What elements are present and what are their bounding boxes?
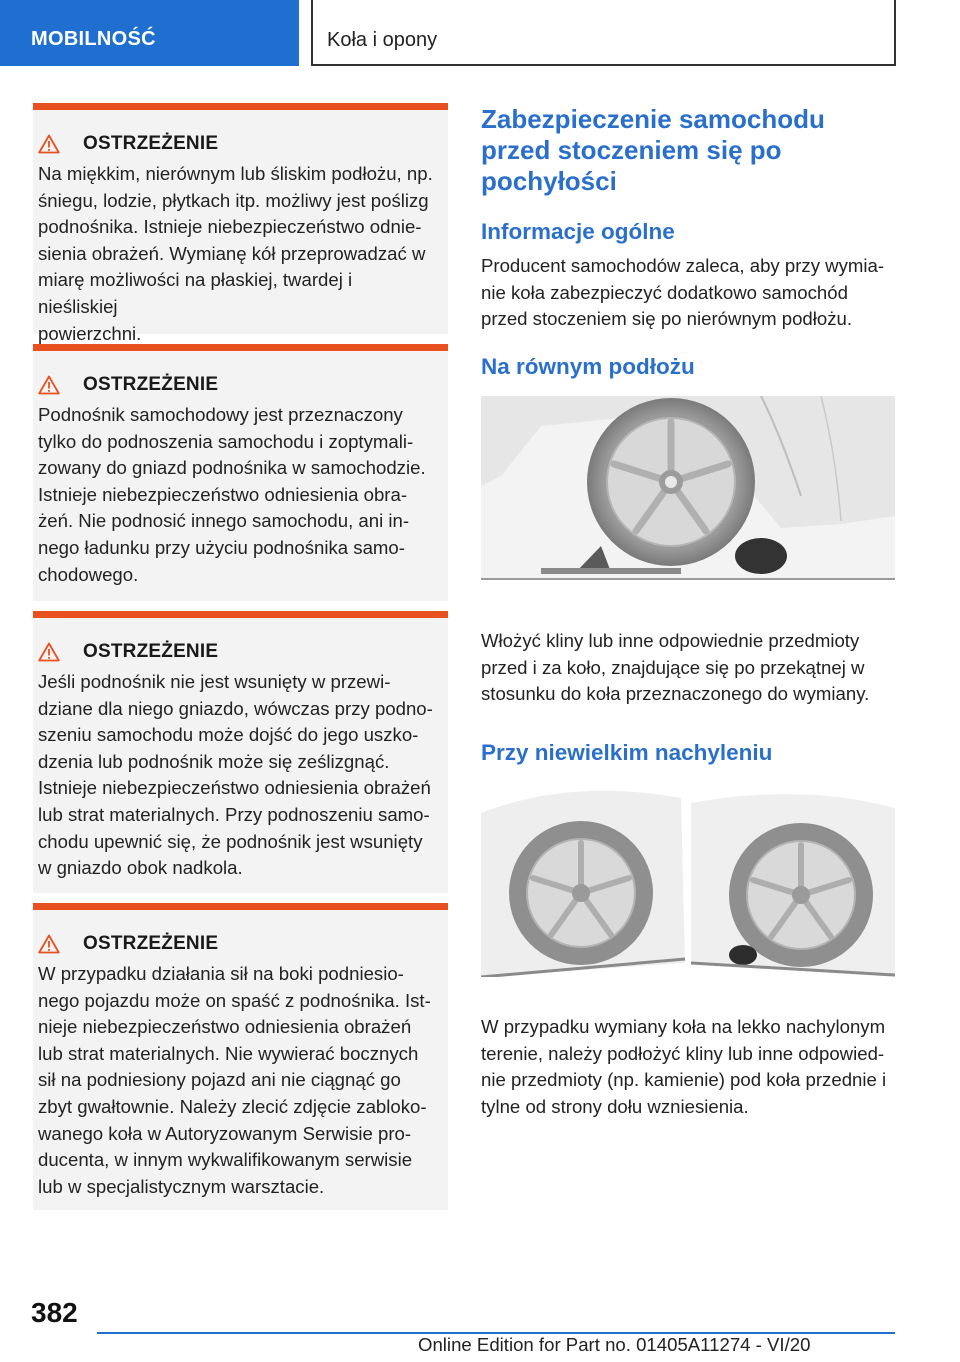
- text-line: Istnieje niebezpieczeństwo odniesienia obra-: [38, 483, 408, 505]
- text-line: Istnieje niebezpieczeństwo odniesienia obrażeń: [38, 777, 431, 799]
- warning-title: OSTRZEŻENIE: [83, 374, 219, 395]
- wheel-illustration-graphic: [481, 396, 895, 580]
- warning-header: [38, 933, 436, 955]
- flat-ground-text: [481, 628, 901, 708]
- text-line: Na miękkim, nierównym lub śliskim podłożu, np.: [38, 163, 433, 184]
- slope-illustration-graphic: [481, 783, 895, 977]
- text-line: sienia obrażeń. Wymianę kół przeprowadzać w: [38, 242, 426, 264]
- subheading-flat-ground: Na równym podłożu: [481, 354, 695, 379]
- text-line: żeń. Nie podnosić innego samochodu, ani in-: [38, 510, 410, 532]
- warning-box: [33, 344, 448, 601]
- heading-line: Zabezpieczenie samochodu: [481, 104, 825, 134]
- warning-box: [33, 903, 448, 1210]
- chapter-title: Koła i opony: [311, 0, 896, 66]
- text-line: nie przedmioty (np. kamienie) pod koła przednie i: [481, 1069, 887, 1091]
- text-line: przed i za koło, znajdujące się po przekątnej w: [481, 656, 865, 678]
- warning-triangle-icon: [38, 642, 60, 662]
- wheel-chock-illustration: [481, 396, 895, 580]
- text-line: W przypadku działania sił na boki podniesio-: [38, 963, 404, 984]
- text-line: stosunku do koła przeznaczonego do wymiany.: [481, 683, 870, 705]
- warning-title: OSTRZEŻENIE: [83, 133, 219, 154]
- text-line: tylko do podnoszenia samochodu i zoptymali-: [38, 430, 414, 452]
- warning-title: OSTRZEŻENIE: [83, 641, 219, 662]
- text-line: chodowego.: [38, 563, 139, 585]
- text-line: chodu upewnić się, że podnośnik jest wsunięty: [38, 830, 423, 852]
- text-line: nieje niebezpieczeństwo odniesienia obrażeń: [38, 1016, 412, 1038]
- warning-triangle-icon: [38, 934, 60, 954]
- warning-header: [38, 133, 436, 155]
- text-line: W przypadku wymiany koła na lekko nachylonym: [481, 1016, 886, 1037]
- text-line: Włożyć kliny lub inne odpowiednie przedmioty: [481, 630, 860, 651]
- warning-triangle-icon: [38, 375, 60, 395]
- heading-line: pochyłości: [481, 166, 617, 196]
- text-line: nego pojazdu może on spaść z podnośnika. Ist-: [38, 989, 431, 1011]
- slope-text: [481, 1014, 901, 1120]
- text-line: nego ładunku przy użyciu podnośnika samo-: [38, 536, 405, 558]
- heading-line: przed stoczeniem się po: [481, 135, 782, 165]
- warning-title: OSTRZEŻENIE: [83, 933, 219, 954]
- text-line: przed stoczeniem się po nierównym podłożu.: [481, 308, 853, 330]
- text-line: Podnośnik samochodowy jest przeznaczony: [38, 404, 403, 425]
- text-line: zbyt gwałtownie. Należy zlecić zdjęcie zabloko-: [38, 1095, 427, 1117]
- edition-note: Online Edition for Part no. 01405A11274 - VI/20: [418, 1334, 811, 1355]
- text-line: Producent samochodów zaleca, aby przy wymia-: [481, 255, 885, 276]
- warning-header: [38, 374, 436, 396]
- text-line: powierzchni.: [38, 322, 142, 344]
- text-line: szeniu samochodu może dojść do jego uszko-: [38, 724, 419, 746]
- text-line: lub strat materialnych. Nie wywierać bocznych: [38, 1042, 419, 1064]
- page-number: 382: [31, 1297, 78, 1328]
- text-line: terenie, należy podłożyć kliny lub inne odpowied-: [481, 1042, 885, 1064]
- warning-text: [38, 402, 436, 588]
- text-line: Jeśli podnośnik nie jest wsunięty w przewi-: [38, 671, 391, 692]
- text-line: zowany do gniazd podnośnika w samochodzie.: [38, 457, 426, 479]
- warning-triangle-icon: [38, 134, 60, 154]
- text-line: ducenta, w innym wykwalifikowanym serwisie: [38, 1149, 413, 1171]
- warning-text: [38, 961, 436, 1200]
- warning-header: [38, 641, 436, 663]
- text-line: śniegu, lodzie, płytkach itp. możliwy jest poślizg: [38, 189, 429, 211]
- text-line: dzenia lub podnośnik może się ześlizgnąć.: [38, 750, 390, 772]
- text-line: podnośnika. Istnieje niebezpieczeństwo odnie-: [38, 216, 422, 238]
- section-tab: MOBILNOŚĆ: [0, 0, 299, 66]
- section-heading: [481, 104, 901, 197]
- slope-wheels-illustration: [481, 783, 895, 977]
- text-line: wanego koła w Autoryzowanym Serwisie pro-: [38, 1122, 412, 1144]
- general-text: [481, 253, 901, 333]
- text-line: sił na podniesiony pojazd ani nie ciągnąć go: [38, 1069, 401, 1091]
- text-line: nie koła zabezpieczyć dodatkowo samochód: [481, 281, 848, 303]
- warning-text: [38, 669, 436, 882]
- subheading-slight-slope: Przy niewielkim nachyleniu: [481, 740, 773, 765]
- warning-box: [33, 611, 448, 893]
- subheading-general: Informacje ogólne: [481, 219, 675, 244]
- warning-text: [38, 161, 436, 347]
- text-line: lub strat materialnych. Przy podnoszeniu samo-: [38, 803, 430, 825]
- text-line: w gniazdo obok nadkola.: [38, 857, 243, 879]
- text-line: tylne od strony dołu wzniesienia.: [481, 1095, 749, 1117]
- text-line: lub w specjalistycznym warsztacie.: [38, 1175, 325, 1197]
- warning-box: [33, 103, 448, 344]
- text-line: miarę możliwości na płaskiej, twardej i nieśliskiej: [38, 269, 353, 317]
- text-line: dziane dla niego gniazdo, wówczas przy podno-: [38, 697, 433, 719]
